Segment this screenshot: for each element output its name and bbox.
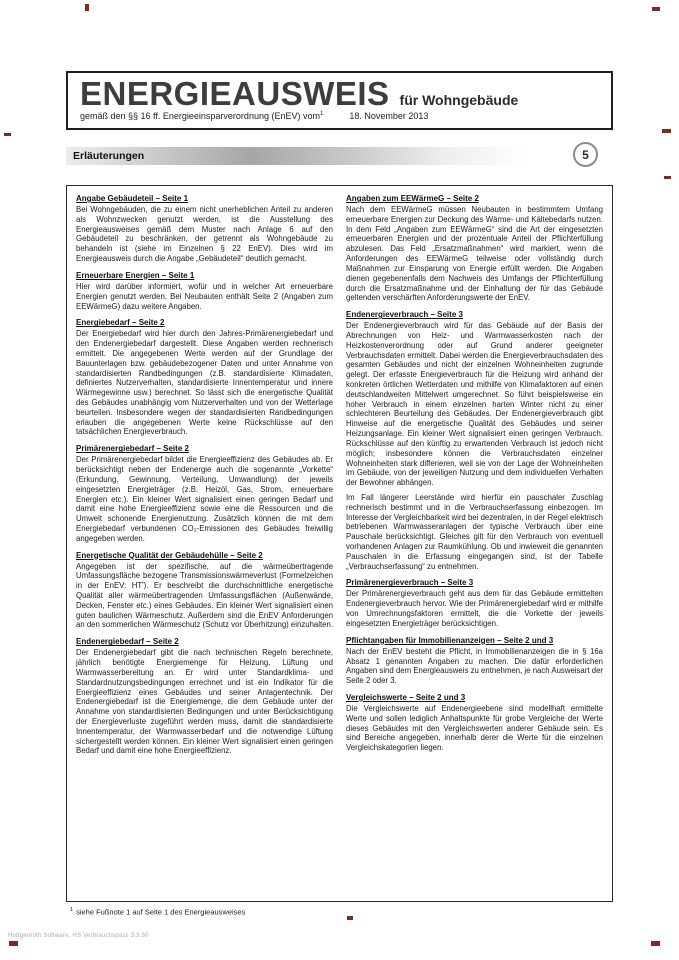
crop-mark bbox=[662, 129, 671, 133]
section-body-2: Im Fall längerer Leerstände wird hierfür ein pauschaler Zuschlag rechnerisch bestimmt und in die Verbrauchserfassung einbezogen. Im Interesse der Vergleichbarkeit wird bei dezentralen, in der Regel elektrisch betriebenen Warmwasseranlagen der typische Verbrauch über eine Pauschale berücksichtigt. Gleiches gilt für den Verbrauch von eventuell vorhandenen Anlagen zur Raumkühlung. Ob und inwieweit die genannten Pauschalen in die Erfassung eingegangen sind, ist der Tabelle „Verbrauchserfassung“ zu entnehmen. bbox=[346, 492, 603, 571]
page-section-title: Erläuterungen bbox=[73, 150, 145, 162]
crop-mark bbox=[651, 941, 660, 946]
footnote-text: siehe Fußnote 1 auf Seite 1 des Energieausweises bbox=[76, 907, 246, 917]
document-title: ENERGIEAUSWEIS bbox=[80, 75, 390, 112]
section-endenergieverbrauch bbox=[346, 310, 603, 571]
section-heading: Vergleichswerte – Seite 2 und 3 bbox=[346, 692, 466, 702]
section-heading: Primärenergieverbrauch – Seite 3 bbox=[346, 578, 474, 588]
document-subtitle: für Wohngebäude bbox=[399, 92, 519, 108]
section-heading: Energetische Qualität der Gebäudehülle – Seite 2 bbox=[76, 550, 263, 560]
crop-mark bbox=[347, 916, 353, 920]
section-angabe-gebaeudeteil bbox=[76, 194, 333, 264]
certificate-header bbox=[66, 71, 613, 130]
software-watermark: Hottgenroth Software, HS Verbrauchspass 3.3.30 bbox=[8, 933, 149, 939]
section-body: Der Primärenergieverbrauch geht aus dem für das Gebäude ermittelten Endenergieverbrauch hervor. Wie der Primärenergiebedarf wird er mithilfe von Umrechnungsfaktoren ermittelt, die die Vorkette der jeweils eingesetzten Energieträger berücksichtigen. bbox=[346, 589, 603, 628]
right-column bbox=[346, 194, 603, 893]
legal-reference-row bbox=[80, 111, 599, 121]
section-body: Hier wird darüber informiert, wofür und in welcher Art erneuerbare Energien genutzt werden. Bei Neubauten enthält Seite 2 (Angaben zum EEWärmeG) dazu weitere Angaben. bbox=[76, 281, 333, 311]
legal-reference: gemäß den §§ 16 ff. Energieeinsparverordnung (EnEV) vom$^1$ bbox=[80, 111, 324, 121]
section-body: Nach der EnEV besteht die Pflicht, in Immobilienanzeigen die in § 16a Absatz 1 genannten Angaben zu machen. Die dafür erforderlichen Angaben sind dem Energieausweis zu entnehmen, je nach Ausweisart der Seite 2 oder 3. bbox=[346, 646, 603, 686]
footnote-marker: 1 bbox=[70, 907, 74, 913]
section-body: Nach dem EEWärmeG müssen Neubauten in bestimmtem Umfang erneuerbare Energien zur Deckung des Wärme- und Kältebedarfs nutzen. In dem Feld „Angaben zum EEWärmeG“ sind die Art der eingesetzten erneuerbaren Energien und der prozentuale Anteil der Pflichterfüllung abzulesen. Das Feld „Ersatzmaßnahmen“ wird markiert, wenn die Anforderungen des EEWärmeG teilweise oder vollständig durch Maßnahmen zur Einsparung von Energie erfüllt werden. Die Angaben dienen gegebenenfalls dem Nachweis des Umfangs der Pflichterfüllung durch die Ersatzmaßnahme und der Einhaltung der für das Gebäude geltenden verschärften Anforderungswerte der EnEV. bbox=[346, 205, 603, 303]
crop-mark bbox=[652, 7, 660, 11]
section-heading: Primärenergiebedarf – Seite 2 bbox=[76, 444, 189, 454]
section-endenergiebedarf bbox=[76, 637, 333, 756]
section-primaerenergiebedarf bbox=[76, 444, 333, 543]
crop-mark bbox=[4, 133, 11, 136]
section-energiebedarf bbox=[76, 318, 333, 437]
page-footnote bbox=[70, 907, 245, 917]
explanations-box bbox=[66, 185, 613, 902]
footnote-marker: 1 bbox=[319, 111, 324, 117]
section-heading: Endenergiebedarf – Seite 2 bbox=[76, 637, 179, 647]
section-heading: Endenergieverbrauch – Seite 3 bbox=[346, 310, 463, 320]
section-body: Der Energiebedarf wird hier durch den Jahres-Primärenergiebedarf und den Endenergiebedarf dargestellt. Diese Angaben werden rechnerisch ermittelt. Die angegebenen Werte werden auf der Grundlage der Bauunterlagen bzw. gebäudebezogener Daten und unter Annahme von standardisierten Randbedingungen (z.B. standardisierte Klimadaten, definiertes Nutzerverhalten, standardisierte Innentemperatur und innere Wärmegewinne usw.) berechnet. So lässt sich die energetische Qualität des Gebäudes unabhängig vom Nutzerverhalten und von der Wetterlage beurteilen. Insbesondere wegen der standardisierten Randbedingungen erlauben die angegebenen Werte keine Rückschlüsse auf den tatsächlichen Energieverbrauch. bbox=[76, 329, 333, 437]
section-vergleichswerte bbox=[346, 693, 603, 753]
section-angaben-eewaermeg bbox=[346, 194, 603, 303]
section-heading: Energiebedarf – Seite 2 bbox=[76, 318, 165, 328]
section-erneuerbare-energien bbox=[76, 271, 333, 311]
crop-mark bbox=[664, 176, 671, 179]
left-column bbox=[76, 194, 333, 893]
section-energetische-qualitaet bbox=[76, 551, 333, 631]
section-body: Der Endenergiebedarf gibt die nach technischen Regeln berechnete, jährlich benötigte Energiemenge für Heizung, Lüftung und Warmwasserbereitung an. Er wird unter Standardklima- und Standardnutzungsbedingungen errechnet und ist ein Indikator für die Energieeffizienz eines Gebäudes und seiner Anlagentechnik. Der Endenergiebedarf ist die Energiemenge, die dem Gebäude unter der Annahme von standardisierten Bedingungen und unter Berücksichtigung der Energieverluste zugeführt werden muss, damit die standardisierte Innentemperatur, der Warmwasserbedarf und die notwendige Lüftung sichergestellt werden können. Ein kleiner Wert signalisiert einen geringen Bedarf und damit eine hohe Energieeffizienz. bbox=[76, 648, 333, 756]
section-heading: Angaben zum EEWärmeG – Seite 2 bbox=[346, 194, 479, 203]
section-title-bar bbox=[66, 147, 613, 165]
section-primaerenergieverbrauch bbox=[346, 578, 603, 628]
regulation-date: 18. November 2013 bbox=[349, 111, 429, 121]
section-heading: Angabe Gebäudeteil – Seite 1 bbox=[76, 194, 189, 203]
section-body: Der Primärenergiebedarf bildet die Energieeffizienz des Gebäudes ab. Er berücksichtigt neben der Endenergie auch die sogenannte „Vorkette“ (Erkundung, Gewinnung, Verteilung, Umwandlung) der jeweils eingesetzten Energieträger (z.B. Heizöl, Gas, Strom, erneuerbare Energien etc.). Ein kleiner Wert signalisiert einen geringen Bedarf und damit eine hohe Energieeffizienz sowie eine die Ressourcen und die Umwelt schonende Energienutzung. Zusätzlich können die mit dem Energiebedarf verbundenen CO₂-Emissionen des Gebäudes freiwillig angegeben werden. bbox=[76, 455, 333, 543]
section-body: Angegeben ist der spezifische, auf die wärmeübertragende Umfassungsfläche bezogene Transmissionswärmeverlust (Formelzeichen in der EnEV: HT′). Er beschreibt die durchschnittliche energetische Qualität aller wärmeübertragenden Umfassungsflächen (Außenwände, Decken, Fenster etc.) eines Gebäudes. Ein kleiner Wert signalisiert einen guten baulichen Wärmeschutz. Außerdem sind die EnEV Anforderungen an den sommerlichen Wärmeschutz (Schutz vor Überhitzung) einzuhalten. bbox=[76, 561, 333, 630]
crop-mark bbox=[9, 941, 18, 946]
page-number: 5 bbox=[582, 147, 589, 162]
title-row bbox=[80, 77, 599, 110]
section-body: Die Vergleichswerte auf Endenergieebene sind modellhaft ermittelte Werte und sollen lediglich Anhaltspunkte für grobe Vergleiche der Werte dieses Gebäudes mit den Vergleichswerten anderer Gebäude sein. Es sind Bereiche angegeben, innerhalb derer die Werte für die einzelnen Vergleichskategorien liegen. bbox=[346, 703, 603, 753]
crop-mark bbox=[85, 4, 89, 11]
section-heading: Erneuerbare Energien – Seite 1 bbox=[76, 270, 195, 280]
section-pflichtangaben bbox=[346, 636, 603, 686]
section-heading: Pflichtangaben für Immobilienanzeigen – Seite 2 und 3 bbox=[346, 635, 554, 645]
page-number-badge bbox=[573, 142, 598, 167]
section-body: Der Endenergieverbrauch wird für das Gebäude auf der Basis der Abrechnungen von Heiz- und Warmwasserkosten nach der Heizkostenverordnung oder auf Grund anderer geeigneter Verbrauchsdaten ermittelt. Dabei werden die Energieverbrauchsdaten des gesamten Gebäudes und nicht der einzelnen Wohneinheiten zugrunde gelegt. Der erfasste Energieverbrauch für die Heizung wird anhand der konkreten örtlichen Wetterdaten und mithilfe von Klimafaktoren auf einen deutschlandweiten Mittelwert umgerechnet. So führt beispielsweise ein hoher Verbrauch in einem einzelnen harten Winter nicht zu einer schlechteren Beurteilung des Gebäudes. Der Endenergieverbrauch gibt Hinweise auf die energetische Qualität des Gebäudes und seiner Heizungsanlage. Ein kleiner Wert signalisiert einen geringen Verbrauch. Rückschlüsse auf den künftig zu erwartenden Verbrauch ist jedoch nicht möglich; insbesondere können die Verbrauchsdaten einzelner Wohneinheiten stark differieren, weil sie von der Lage der Wohneinheiten im Gebäude, von der jeweiligen Nutzung und dem individuellen Verhalten der Bewohner abhängen. bbox=[346, 321, 603, 488]
section-body: Bei Wohngebäuden, die zu einem nicht unerheblichen Anteil zu anderen als Wohnzwecken genutzt werden, ist die Ausstellung des Energieausweises gemäß dem Muster nach Anlage 6 auf den Gebäudeteil zu beschränken, der getrennt als Wohngebäude zu behandeln ist (siehe im Einzelnen § 22 EnEV). Dies wird im Energieausweis durch die Angabe „Gebäudeteil“ deutlich gemacht. bbox=[76, 205, 333, 264]
